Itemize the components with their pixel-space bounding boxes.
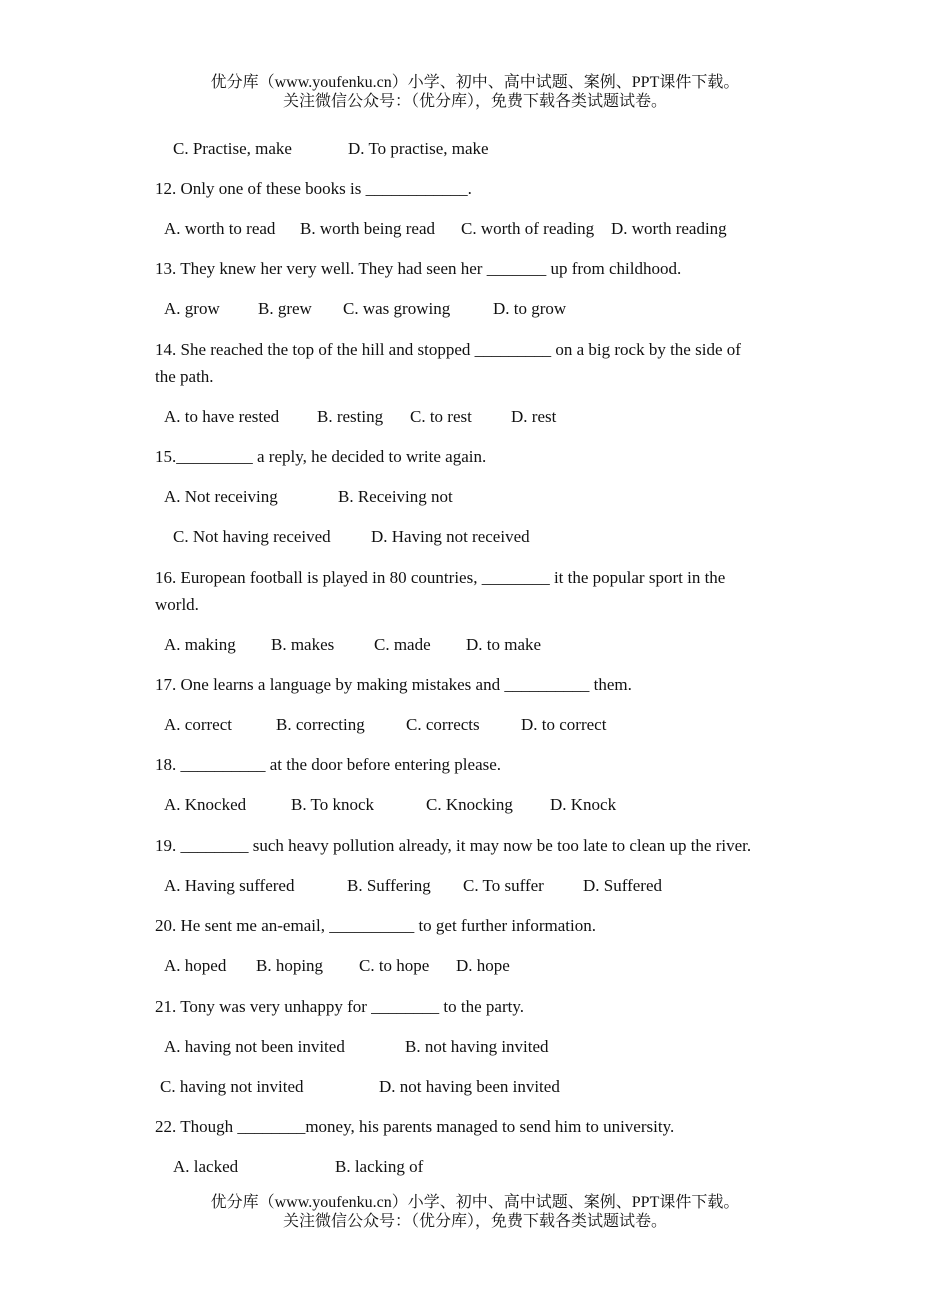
q15-option-a: A. Not receiving [164,487,278,506]
q20-option-d: D. hope [456,956,510,975]
q19-stem: 19. ________ such heavy pollution already, it may now be too late to clean up the river. [155,836,752,855]
q12-option-c: C. worth of reading [461,219,595,238]
q22-stem: 22. Though ________money, his parents managed to send him to university. [155,1117,675,1136]
q15-option-c: C. Not having received [173,527,331,546]
q12-stem: 12. Only one of these books is ____________. [155,179,472,198]
q20-option-b: B. hoping [256,956,324,975]
q13-option-b: B. grew [258,299,312,318]
q14-option-c: C. to rest [410,407,472,426]
q13-stem: 13. They knew her very well. They had seen her _______ up from childhood. [155,259,682,278]
q16-option-c: C. made [374,635,431,654]
footer-line-2: 关注微信公众号：（优分库），免费下载各类试题试卷。 [282,1213,667,1230]
footer-line-1: 优分库（www.youfenku.cn）小学、初中、高中试题、案例、PPT课件下载。 [210,1194,740,1211]
q19-option-a: A. Having suffered [164,876,295,895]
q19-option-d: D. Suffered [583,876,662,895]
q11-option-d: D. To practise, make [348,139,489,158]
q21-option-d: D. not having been invited [379,1077,560,1096]
q21-option-a: A. having not been invited [164,1037,345,1056]
q17-option-c: C. corrects [406,715,480,734]
q16-option-b: B. makes [271,635,335,654]
q11-option-c: C. Practise, make [173,139,292,158]
q17-option-a: A. correct [164,715,232,734]
q14-option-a: A. to have rested [164,407,280,426]
q12-option-b: B. worth being read [300,219,436,238]
q12-option-a: A. worth to read [164,219,276,238]
q21-stem: 21. Tony was very unhappy for ________ to the party. [155,997,524,1016]
q12-option-d: D. worth reading [611,219,727,238]
q18-stem: 18. __________ at the door before entering please. [155,755,502,774]
q18-option-c: C. Knocking [426,795,513,814]
q15-stem: 15._________ a reply, he decided to write again. [155,447,487,466]
page-footer [0,1193,950,1231]
q13-option-c: C. was growing [343,299,451,318]
q20-stem: 20. He sent me an-email, __________ to get further information. [155,916,596,935]
q20-option-c: C. to hope [359,956,430,975]
q17-option-d: D. to correct [521,715,607,734]
q16-stem-line-1: 16. European football is played in 80 countries, ________ it the popular sport in the [155,568,726,587]
q21-option-b: B. not having invited [405,1037,549,1056]
q22-option-b: B. lacking of [335,1157,424,1176]
q17-stem: 17. One learns a language by making mistakes and __________ them. [155,675,632,694]
q16-option-a: A. making [164,635,236,654]
q17-option-b: B. correcting [276,715,365,734]
q18-option-d: D. Knock [550,795,617,814]
q22-option-a: A. lacked [173,1157,239,1176]
q20-option-a: A. hoped [164,956,227,975]
q19-option-c: C. To suffer [463,876,544,895]
q15-option-b: B. Receiving not [338,487,453,506]
q16-stem-line-2: world. [155,595,199,614]
q14-option-d: D. rest [511,407,557,426]
q19-option-b: B. Suffering [347,876,431,895]
q18-option-a: A. Knocked [164,795,247,814]
q14-option-b: B. resting [317,407,384,426]
page-header [0,73,950,111]
header-line-1: 优分库（www.youfenku.cn）小学、初中、高中试题、案例、PPT课件下载。 [210,74,740,91]
q18-option-b: B. To knock [291,795,375,814]
q13-option-d: D. to grow [493,299,567,318]
q13-option-a: A. grow [164,299,220,318]
header-line-2: 关注微信公众号：（优分库），免费下载各类试题试卷。 [282,93,667,110]
q14-stem-line-1: 14. She reached the top of the hill and stopped _________ on a big rock by the side of [155,340,741,359]
q16-option-d: D. to make [466,635,542,654]
q21-option-c: C. having not invited [160,1077,304,1096]
q15-option-d: D. Having not received [371,527,530,546]
q14-stem-line-2: the path. [155,367,214,386]
